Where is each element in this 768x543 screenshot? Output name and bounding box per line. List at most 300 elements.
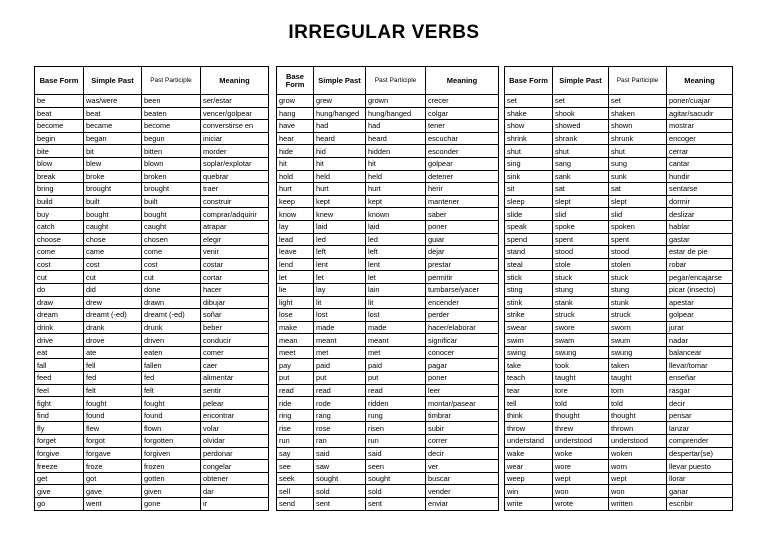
past-participle-cell: slid xyxy=(609,208,667,221)
simple-past-cell: won xyxy=(553,485,609,498)
past-participle-cell: flown xyxy=(142,422,201,435)
past-participle-cell: set xyxy=(609,95,667,108)
base-form-cell: forgive xyxy=(35,447,84,460)
simple-past-cell: left xyxy=(314,246,366,259)
past-participle-cell: led xyxy=(366,233,426,246)
meaning-cell: robar xyxy=(667,258,733,271)
simple-past-cell: caught xyxy=(84,220,142,233)
base-form-cell: light xyxy=(277,296,314,309)
table-row xyxy=(35,498,269,511)
table-row xyxy=(35,246,269,259)
past-participle-cell: chosen xyxy=(142,233,201,246)
base-form-cell: lose xyxy=(277,309,314,322)
simple-past-cell: put xyxy=(314,372,366,385)
meaning-cell: despertar(se) xyxy=(667,447,733,460)
meaning-cell: balancear xyxy=(667,346,733,359)
meaning-cell: estar de pie xyxy=(667,246,733,259)
meaning-cell: cerrar xyxy=(667,145,733,158)
header-simple-past: Simple Past xyxy=(553,67,609,95)
past-participle-cell: stung xyxy=(609,283,667,296)
base-form-cell: draw xyxy=(35,296,84,309)
meaning-cell: hacer xyxy=(201,283,269,296)
past-participle-cell: drawn xyxy=(142,296,201,309)
table-row xyxy=(35,372,269,385)
simple-past-cell: built xyxy=(84,195,142,208)
table-row xyxy=(505,309,733,322)
simple-past-cell: lay xyxy=(314,283,366,296)
meaning-cell: hacer/elaborar xyxy=(426,321,499,334)
simple-past-cell: taught xyxy=(553,372,609,385)
simple-past-cell: dreamt (-ed) xyxy=(84,309,142,322)
base-form-cell: swim xyxy=(505,334,553,347)
base-form-cell: forget xyxy=(35,435,84,448)
past-participle-cell: slept xyxy=(609,195,667,208)
header-meaning: Meaning xyxy=(201,67,269,95)
simple-past-cell: knew xyxy=(314,208,366,221)
table-row xyxy=(35,195,269,208)
simple-past-cell: felt xyxy=(84,384,142,397)
past-participle-cell: taken xyxy=(609,359,667,372)
base-form-cell: come xyxy=(35,246,84,259)
table-row xyxy=(35,183,269,196)
table-row xyxy=(277,233,499,246)
simple-past-cell: got xyxy=(84,472,142,485)
simple-past-cell: wept xyxy=(553,472,609,485)
table-row xyxy=(35,107,269,120)
past-participle-cell: been xyxy=(142,95,201,108)
meaning-cell: caer xyxy=(201,359,269,372)
table-row xyxy=(277,309,499,322)
meaning-cell: prestar xyxy=(426,258,499,271)
simple-past-cell: gave xyxy=(84,485,142,498)
past-participle-cell: said xyxy=(366,447,426,460)
simple-past-cell: stank xyxy=(553,296,609,309)
past-participle-cell: become xyxy=(142,120,201,133)
simple-past-cell: kept xyxy=(314,195,366,208)
base-form-cell: think xyxy=(505,409,553,422)
simple-past-cell: spoke xyxy=(553,220,609,233)
meaning-cell: vender xyxy=(426,485,499,498)
past-participle-cell: thought xyxy=(609,409,667,422)
simple-past-cell: swore xyxy=(553,321,609,334)
table-row xyxy=(35,472,269,485)
table-row xyxy=(505,397,733,410)
past-participle-cell: begun xyxy=(142,132,201,145)
past-participle-cell: taught xyxy=(609,372,667,385)
meaning-cell: leer xyxy=(426,384,499,397)
meaning-cell: pagar xyxy=(426,359,499,372)
meaning-cell: perder xyxy=(426,309,499,322)
meaning-cell: encender xyxy=(426,296,499,309)
table-row xyxy=(277,170,499,183)
meaning-cell: gastar xyxy=(667,233,733,246)
meaning-cell: pegar/encajarse xyxy=(667,271,733,284)
simple-past-cell: slid xyxy=(553,208,609,221)
simple-past-cell: thought xyxy=(553,409,609,422)
base-form-cell: shut xyxy=(505,145,553,158)
base-form-cell: lay xyxy=(277,220,314,233)
table-row xyxy=(277,460,499,473)
base-form-cell: dream xyxy=(35,309,84,322)
past-participle-cell: shown xyxy=(609,120,667,133)
table-row xyxy=(505,233,733,246)
base-form-cell: sleep xyxy=(505,195,553,208)
table-row xyxy=(505,120,733,133)
past-participle-cell: stood xyxy=(609,246,667,259)
past-participle-cell: hung/hanged xyxy=(366,107,426,120)
base-form-cell: begin xyxy=(35,132,84,145)
base-form-cell: blow xyxy=(35,157,84,170)
simple-past-cell: spent xyxy=(553,233,609,246)
past-participle-cell: written xyxy=(609,498,667,511)
meaning-cell: olvidar xyxy=(201,435,269,448)
table-row xyxy=(277,372,499,385)
simple-past-cell: ate xyxy=(84,346,142,359)
meaning-cell: tumbarse/yacer xyxy=(426,283,499,296)
simple-past-cell: broke xyxy=(84,170,142,183)
header-base-form xyxy=(277,67,314,95)
past-participle-cell: hit xyxy=(366,157,426,170)
past-participle-cell: sold xyxy=(366,485,426,498)
simple-past-cell: fed xyxy=(84,372,142,385)
past-participle-cell: known xyxy=(366,208,426,221)
simple-past-cell: drove xyxy=(84,334,142,347)
simple-past-cell: struck xyxy=(553,309,609,322)
table-row xyxy=(277,422,499,435)
table-row xyxy=(505,283,733,296)
meaning-cell: dar xyxy=(201,485,269,498)
simple-past-cell: forgave xyxy=(84,447,142,460)
meaning-cell: nadar xyxy=(667,334,733,347)
simple-past-cell: began xyxy=(84,132,142,145)
table-row xyxy=(505,246,733,259)
simple-past-cell: meant xyxy=(314,334,366,347)
base-form-cell: lead xyxy=(277,233,314,246)
past-participle-cell: sent xyxy=(366,498,426,511)
past-participle-cell: bought xyxy=(142,208,201,221)
past-participle-cell: dreamt (-ed) xyxy=(142,309,201,322)
simple-past-cell: shrank xyxy=(553,132,609,145)
simple-past-cell: showed xyxy=(553,120,609,133)
meaning-cell: tener xyxy=(426,120,499,133)
meaning-cell: obtener xyxy=(201,472,269,485)
past-participle-cell: driven xyxy=(142,334,201,347)
past-participle-cell: held xyxy=(366,170,426,183)
past-participle-cell: sworn xyxy=(609,321,667,334)
meaning-cell: llevar/tomar xyxy=(667,359,733,372)
simple-past-cell: sold xyxy=(314,485,366,498)
past-participle-cell: hidden xyxy=(366,145,426,158)
base-form-cell: ride xyxy=(277,397,314,410)
meaning-cell: soñar xyxy=(201,309,269,322)
simple-past-cell: blew xyxy=(84,157,142,170)
base-form-cell: stink xyxy=(505,296,553,309)
table-row xyxy=(35,409,269,422)
base-form-cell: be xyxy=(35,95,84,108)
simple-past-cell: lit xyxy=(314,296,366,309)
simple-past-cell: stuck xyxy=(553,271,609,284)
base-form-cell: shrink xyxy=(505,132,553,145)
meaning-cell: ver xyxy=(426,460,499,473)
meaning-cell: quebrar xyxy=(201,170,269,183)
simple-past-cell: came xyxy=(84,246,142,259)
past-participle-cell: heard xyxy=(366,132,426,145)
simple-past-cell: shut xyxy=(553,145,609,158)
base-form-cell: become xyxy=(35,120,84,133)
past-participle-cell: felt xyxy=(142,384,201,397)
simple-past-cell: rang xyxy=(314,409,366,422)
past-participle-cell: built xyxy=(142,195,201,208)
simple-past-cell: became xyxy=(84,120,142,133)
simple-past-cell: brought xyxy=(84,183,142,196)
meaning-cell: llevar puesto xyxy=(667,460,733,473)
base-form-cell: leave xyxy=(277,246,314,259)
past-participle-cell: left xyxy=(366,246,426,259)
simple-past-cell: said xyxy=(314,447,366,460)
base-form-cell: show xyxy=(505,120,553,133)
meaning-cell: alimentar xyxy=(201,372,269,385)
simple-past-cell: threw xyxy=(553,422,609,435)
table-row xyxy=(505,208,733,221)
past-participle-cell: torn xyxy=(609,384,667,397)
page-title xyxy=(0,22,768,44)
table-row xyxy=(277,384,499,397)
simple-past-cell: held xyxy=(314,170,366,183)
base-form-cell: take xyxy=(505,359,553,372)
table-row xyxy=(505,346,733,359)
meaning-cell: detener xyxy=(426,170,499,183)
table-row xyxy=(35,447,269,460)
base-form-cell: have xyxy=(277,120,314,133)
table-row xyxy=(505,409,733,422)
table-row xyxy=(35,170,269,183)
base-form-cell: tear xyxy=(505,384,553,397)
table-row xyxy=(277,321,499,334)
simple-past-cell: sent xyxy=(314,498,366,511)
base-form-cell: let xyxy=(277,271,314,284)
simple-past-cell: hit xyxy=(314,157,366,170)
past-participle-cell: sung xyxy=(609,157,667,170)
base-form-cell: tell xyxy=(505,397,553,410)
meaning-cell: poner xyxy=(426,220,499,233)
meaning-cell: esconder xyxy=(426,145,499,158)
past-participle-cell: wept xyxy=(609,472,667,485)
meaning-cell: subir xyxy=(426,422,499,435)
base-form-cell: rise xyxy=(277,422,314,435)
header-past-participle: Past Participle xyxy=(609,67,667,95)
base-form-cell: pay xyxy=(277,359,314,372)
meaning-cell: golpear xyxy=(667,309,733,322)
table-row xyxy=(277,120,499,133)
simple-past-cell: stole xyxy=(553,258,609,271)
past-participle-cell: swum xyxy=(609,334,667,347)
table-row xyxy=(277,498,499,511)
base-form-cell: give xyxy=(35,485,84,498)
table-row xyxy=(505,334,733,347)
past-participle-cell: broken xyxy=(142,170,201,183)
base-form-cell: read xyxy=(277,384,314,397)
base-form-cell: swing xyxy=(505,346,553,359)
meaning-cell: buscar xyxy=(426,472,499,485)
base-form-cell: sting xyxy=(505,283,553,296)
past-participle-cell: sunk xyxy=(609,170,667,183)
base-form-cell: make xyxy=(277,321,314,334)
meaning-cell: golpear xyxy=(426,157,499,170)
meaning-cell: sentir xyxy=(201,384,269,397)
table-row xyxy=(277,208,499,221)
table-row xyxy=(505,460,733,473)
table-row xyxy=(505,271,733,284)
simple-past-cell: sought xyxy=(314,472,366,485)
meaning-cell: mostrar xyxy=(667,120,733,133)
past-participle-cell: won xyxy=(609,485,667,498)
past-participle-cell: beaten xyxy=(142,107,201,120)
past-participle-cell: frozen xyxy=(142,460,201,473)
simple-past-cell: slept xyxy=(553,195,609,208)
meaning-cell: herir xyxy=(426,183,499,196)
meaning-cell: crecer xyxy=(426,95,499,108)
meaning-cell: rasgar xyxy=(667,384,733,397)
simple-past-cell: beat xyxy=(84,107,142,120)
table-row xyxy=(35,258,269,271)
table-row xyxy=(277,220,499,233)
meaning-cell: sentarse xyxy=(667,183,733,196)
past-participle-cell: cost xyxy=(142,258,201,271)
past-participle-cell: had xyxy=(366,120,426,133)
simple-past-cell: set xyxy=(553,95,609,108)
meaning-cell: congelar xyxy=(201,460,269,473)
past-participle-cell: given xyxy=(142,485,201,498)
table-row xyxy=(505,132,733,145)
base-form-cell: choose xyxy=(35,233,84,246)
table-row xyxy=(35,271,269,284)
meaning-cell: dibujar xyxy=(201,296,269,309)
table-row xyxy=(277,435,499,448)
simple-past-cell: bit xyxy=(84,145,142,158)
header-base-form: Base Form xyxy=(35,67,84,95)
meaning-cell: decir xyxy=(667,397,733,410)
table-row xyxy=(35,145,269,158)
base-form-cell: go xyxy=(35,498,84,511)
simple-past-cell: swung xyxy=(553,346,609,359)
meaning-cell: conducir xyxy=(201,334,269,347)
base-form-cell: hide xyxy=(277,145,314,158)
header-row xyxy=(505,67,733,95)
past-participle-cell: brought xyxy=(142,183,201,196)
past-participle-cell: laid xyxy=(366,220,426,233)
meaning-cell: ganar xyxy=(667,485,733,498)
past-participle-cell: spent xyxy=(609,233,667,246)
base-form-cell: catch xyxy=(35,220,84,233)
past-participle-cell: let xyxy=(366,271,426,284)
past-participle-cell: found xyxy=(142,409,201,422)
simple-past-cell: drank xyxy=(84,321,142,334)
table-row xyxy=(277,132,499,145)
table-row xyxy=(277,334,499,347)
past-participle-cell: done xyxy=(142,283,201,296)
meaning-cell: costar xyxy=(201,258,269,271)
meaning-cell: beber xyxy=(201,321,269,334)
base-form-cell: meet xyxy=(277,346,314,359)
base-form-cell: feel xyxy=(35,384,84,397)
table-row xyxy=(277,296,499,309)
table-row xyxy=(505,195,733,208)
past-participle-cell: hurt xyxy=(366,183,426,196)
table-row xyxy=(277,107,499,120)
table-row xyxy=(35,95,269,108)
base-form-cell: buy xyxy=(35,208,84,221)
past-participle-cell: lit xyxy=(366,296,426,309)
simple-past-cell: met xyxy=(314,346,366,359)
past-participle-cell: fallen xyxy=(142,359,201,372)
table-row xyxy=(35,485,269,498)
simple-past-cell: led xyxy=(314,233,366,246)
meaning-cell: montar/pasear xyxy=(426,397,499,410)
base-form-cell: hang xyxy=(277,107,314,120)
base-form-cell: slide xyxy=(505,208,553,221)
table-row xyxy=(505,359,733,372)
table-row xyxy=(35,233,269,246)
verbs-table-1 xyxy=(34,66,269,511)
table-row xyxy=(505,321,733,334)
base-form-cell: grow xyxy=(277,95,314,108)
simple-past-cell: ran xyxy=(314,435,366,448)
past-participle-cell: stuck xyxy=(609,271,667,284)
past-participle-cell: shut xyxy=(609,145,667,158)
table-row xyxy=(35,220,269,233)
base-form-cell: feed xyxy=(35,372,84,385)
header-meaning: Meaning xyxy=(667,67,733,95)
meaning-cell: significar xyxy=(426,334,499,347)
base-form-cell: write xyxy=(505,498,553,511)
base-form-cell: say xyxy=(277,447,314,460)
table-row xyxy=(505,485,733,498)
header-meaning: Meaning xyxy=(426,67,499,95)
meaning-cell: picar (insecto) xyxy=(667,283,733,296)
base-form-cell: wake xyxy=(505,447,553,460)
title-text: IRREGULAR VERBS xyxy=(288,22,480,43)
base-form-cell: break xyxy=(35,170,84,183)
meaning-cell: encoger xyxy=(667,132,733,145)
simple-past-cell: understood xyxy=(553,435,609,448)
simple-past-cell: sank xyxy=(553,170,609,183)
base-form-cell: hurt xyxy=(277,183,314,196)
table-row xyxy=(505,498,733,511)
meaning-cell: perdonar xyxy=(201,447,269,460)
meaning-cell: pelear xyxy=(201,397,269,410)
table-row xyxy=(505,447,733,460)
base-form-cell: shake xyxy=(505,107,553,120)
table-row xyxy=(277,258,499,271)
simple-past-cell: made xyxy=(314,321,366,334)
meaning-cell: comprar/adquirir xyxy=(201,208,269,221)
base-form-cell: cost xyxy=(35,258,84,271)
past-participle-cell: lain xyxy=(366,283,426,296)
past-participle-cell: caught xyxy=(142,220,201,233)
table-row xyxy=(35,309,269,322)
meaning-cell: guiar xyxy=(426,233,499,246)
simple-past-cell: heard xyxy=(314,132,366,145)
base-form-cell: run xyxy=(277,435,314,448)
header-base-form-text: Base Form xyxy=(285,71,305,89)
simple-past-cell: rose xyxy=(314,422,366,435)
meaning-cell: enseñar xyxy=(667,372,733,385)
table-row xyxy=(277,271,499,284)
base-form-cell: keep xyxy=(277,195,314,208)
base-form-cell: cut xyxy=(35,271,84,284)
simple-past-cell: tore xyxy=(553,384,609,397)
meaning-cell: jurar xyxy=(667,321,733,334)
